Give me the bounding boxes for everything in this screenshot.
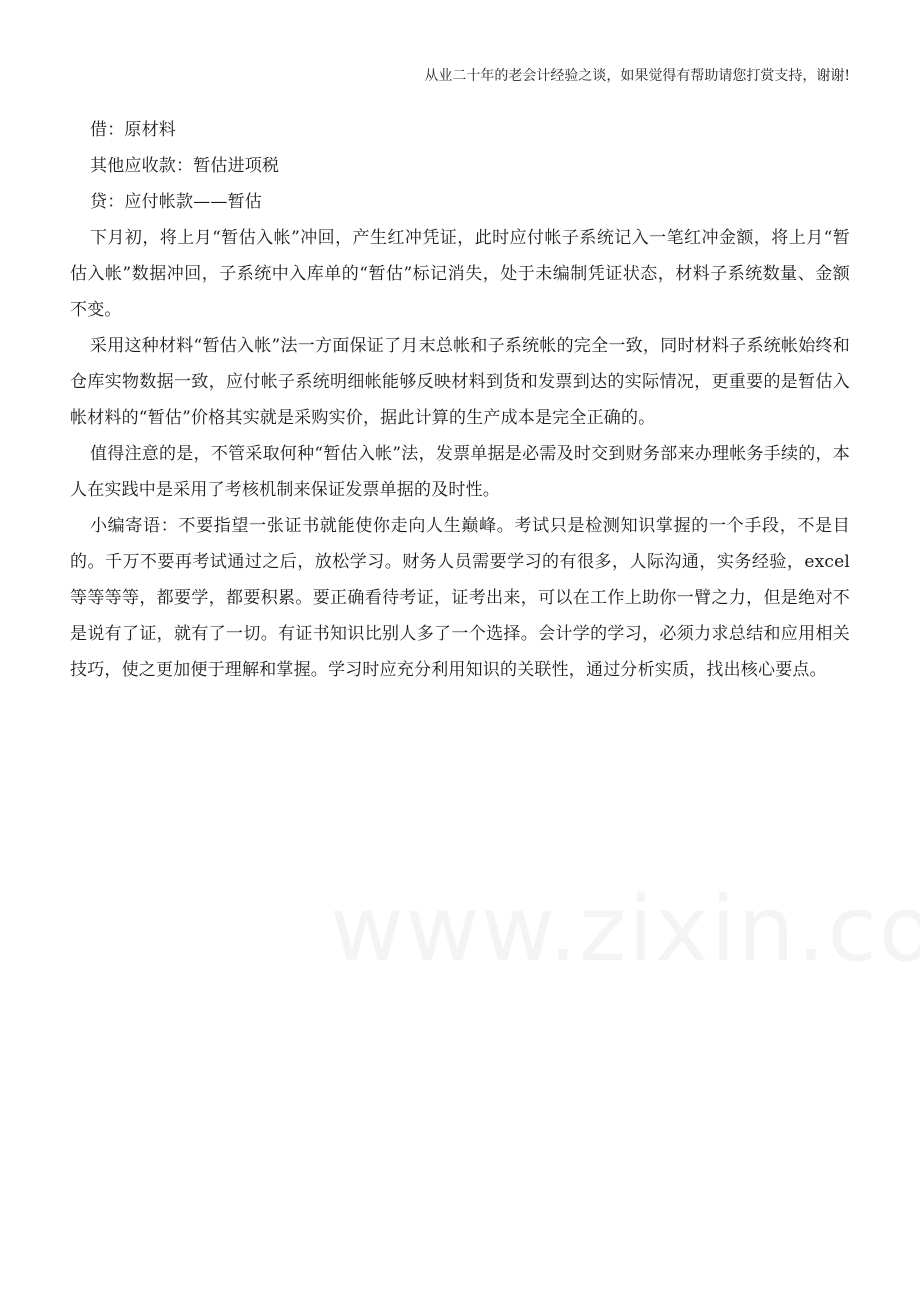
document-body bbox=[70, 112, 850, 688]
paragraph-advantages: 采用这种材料“暂估入帐”法一方面保证了月末总帐和子系统帐的完全一致，同时材料子系统帐始终和仓库实物数据一致，应付帐子系统明细帐能够反映材料到货和发票到达的实际情况，更重要的是暂估入帐材料的“暂估”价格其实就是采购实价，据此计算的生产成本是完全正确的。 bbox=[70, 336, 850, 428]
paragraph-attention: 值得注意的是，不管采取何种“暂估入帐”法，发票单据是必需及时交到财务部来办理帐务手续的，本人在实践中是采用了考核机制来保证发票单据的及时性。 bbox=[70, 444, 850, 500]
watermark bbox=[330, 880, 920, 980]
paragraph-editor-note: 小编寄语：不要指望一张证书就能使你走向人生巅峰。考试只是检测知识掌握的一个手段，不是目的。千万不要再考试通过之后，放松学习。财务人员需要学习的有很多，人际沟通，实务经验，excel等等等等，都要学，都要积累。要正确看待考证，证考出来，可以在工作上助你一臂之力，但是绝对不是说有了证，就有了一切。有证书知识比别人多了一个选择。会计学的学习，必须力求总结和应用相关技巧，使之更加便于理解和掌握。学习时应充分利用知识的关联性，通过分析实质，找出核心要点。 bbox=[70, 516, 850, 680]
paragraph-reversal: 下月初，将上月“暂估入帐”冲回，产生红冲凭证，此时应付帐子系统记入一笔红冲金额，将上月“暂估入帐”数据冲回，子系统中入库单的“暂估”标记消失，处于未编制凭证状态，材料子系统数量、金额不变。 bbox=[70, 228, 850, 320]
journal-debit-line: 借：原材料 bbox=[90, 120, 176, 140]
journal-other-receivable-line: 其他应收款：暂估进项税 bbox=[90, 156, 280, 176]
header-note: 从业二十年的老会计经验之谈，如果觉得有帮助请您打赏支持，谢谢! bbox=[424, 68, 850, 84]
journal-credit-line: 贷：应付帐款——暂估 bbox=[90, 192, 262, 212]
